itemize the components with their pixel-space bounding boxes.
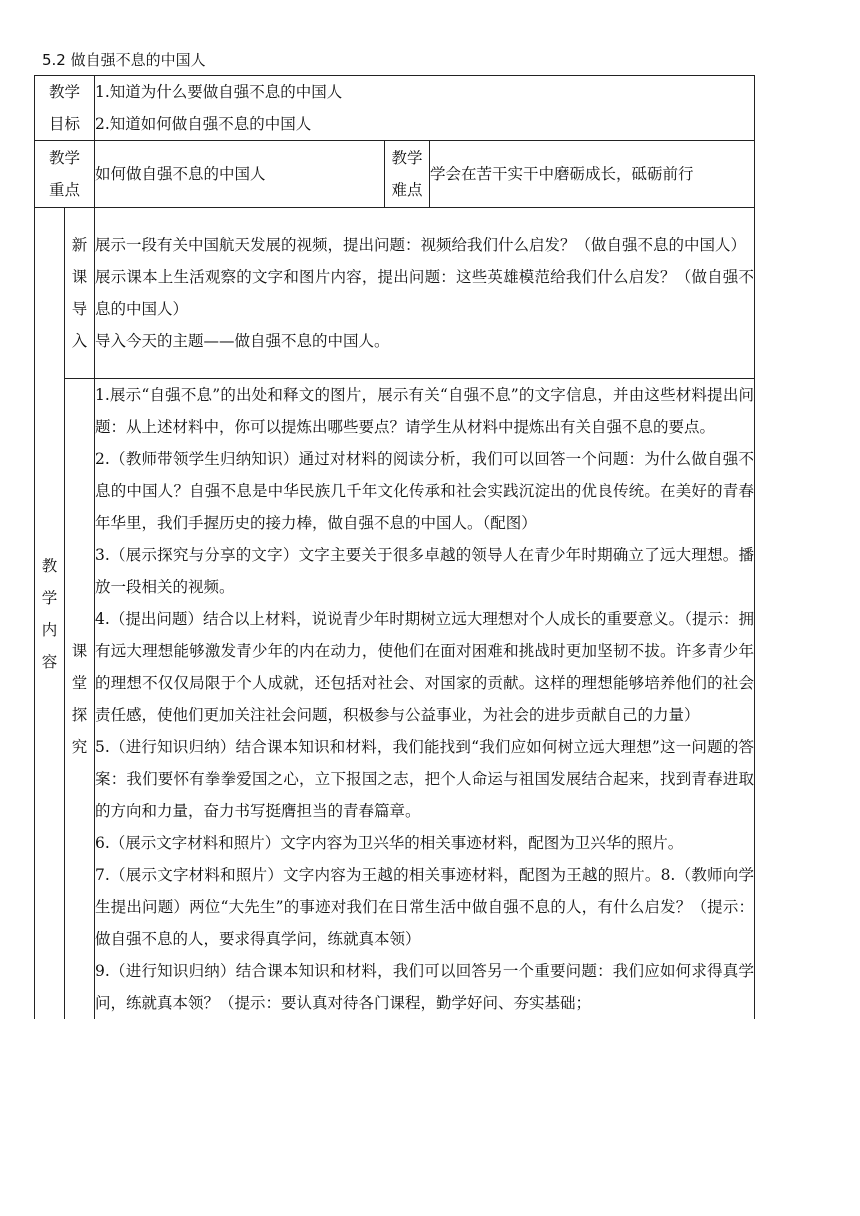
explore-label: 课 堂 探 究 (65, 379, 95, 1020)
intro-content (95, 208, 755, 379)
intro-paragraph: 导入今天的主题——做自强不息的中国人。 (95, 332, 390, 350)
explore-paragraph: 7.（展示文字材料和照片）文字内容为王越的相关事迹材料，配图为王越的照片。8.（教师向学生提出问题）两位“大先生”的事迹对我们在日常生活中做自强不息的人，有什么启发？（提示：做自强不息的人，要求得真学问，练就真本领） (95, 866, 755, 948)
explore-paragraph: 2.（教师带领学生归纳知识）通过对材料的阅读分析，我们可以回答一个问题：为什么做自强不息的中国人？自强不息是中华民族几千年文化传承和社会实践沉淀出的优良传统。在美好的青春年华里，我们手握历史的接力棒，做自强不息的中国人。（配图） (95, 450, 755, 532)
goals-content (95, 76, 755, 141)
document-title: 5.2 做自强不息的中国人 (42, 51, 206, 69)
intro-label: 新 课 导 入 (65, 208, 95, 379)
goal-item: 2.知道如何做自强不息的中国人 (95, 115, 312, 133)
explore-content (95, 379, 755, 1020)
focus-row (35, 141, 755, 208)
explore-paragraph: 6.（展示文字材料和照片）文字内容为卫兴华的相关事迹材料，配图为卫兴华的照片。 (95, 834, 684, 852)
lesson-plan-table (34, 75, 755, 1019)
explore-paragraph: 5.（进行知识归纳）结合课本知识和材料，我们能找到“我们应如何树立远大理想”这一问题的答案：我们要怀有拳拳爱国之心，立下报国之志，把个人命运与祖国发展结合起来，找到青春进取的方向和力量，奋力书写挺膺担当的青春篇章。 (95, 738, 755, 820)
difficulty-content: 学会在苦干实干中磨砺成长，砥砺前行 (430, 141, 755, 208)
goal-item: 1.知道为什么要做自强不息的中国人 (95, 83, 343, 101)
explore-paragraph: 3.（展示探究与分享的文字）文字主要关于很多卓越的领导人在青少年时期确立了远大理想。播放一段相关的视频。 (95, 546, 755, 596)
difficulty-label: 教学 难点 (385, 141, 430, 208)
explore-paragraph: 9.（进行知识归纳）结合课本知识和材料，我们可以回答另一个重要问题：我们应如何求得真学问，练就真本领？（提示：要认真对待各门课程，勤学好问、夯实基础； (95, 962, 755, 1012)
intro-paragraph: 展示一段有关中国航天发展的视频，提出问题：视频给我们什么启发？（做自强不息的中国人） (95, 236, 747, 254)
explore-paragraph: 1.展示“自强不息”的出处和释文的图片，展示有关“自强不息”的文字信息，并由这些材料提出问题：从上述材料中，你可以提炼出哪些要点？请学生从材料中提炼出有关自强不息的要点。 (95, 386, 755, 436)
intro-row (35, 208, 755, 379)
goals-row (35, 76, 755, 141)
explore-row (35, 379, 755, 1020)
goals-label: 教学 目标 (35, 76, 95, 141)
explore-paragraph: 4.（提出问题）结合以上材料，说说青少年时期树立远大理想对个人成长的重要意义。（提示：拥有远大理想能够激发青少年的内在动力，使他们在面对困难和挑战时更加坚韧不拔。许多青少年的理想不仅仅局限于个人成就，还包括对社会、对国家的贡献。这样的理想能够培养他们的社会责任感，使他们更加关注社会问题，积极参与公益事业，为社会的进步贡献自己的力量） (95, 610, 755, 724)
focus-content: 如何做自强不息的中国人 (95, 141, 385, 208)
content-label: 教 学 内 容 (35, 208, 65, 1020)
intro-paragraph: 展示课本上生活观察的文字和图片内容，提出问题：这些英雄模范给我们什么启发？（做自强不息的中国人） (95, 268, 755, 318)
focus-label: 教学 重点 (35, 141, 95, 208)
